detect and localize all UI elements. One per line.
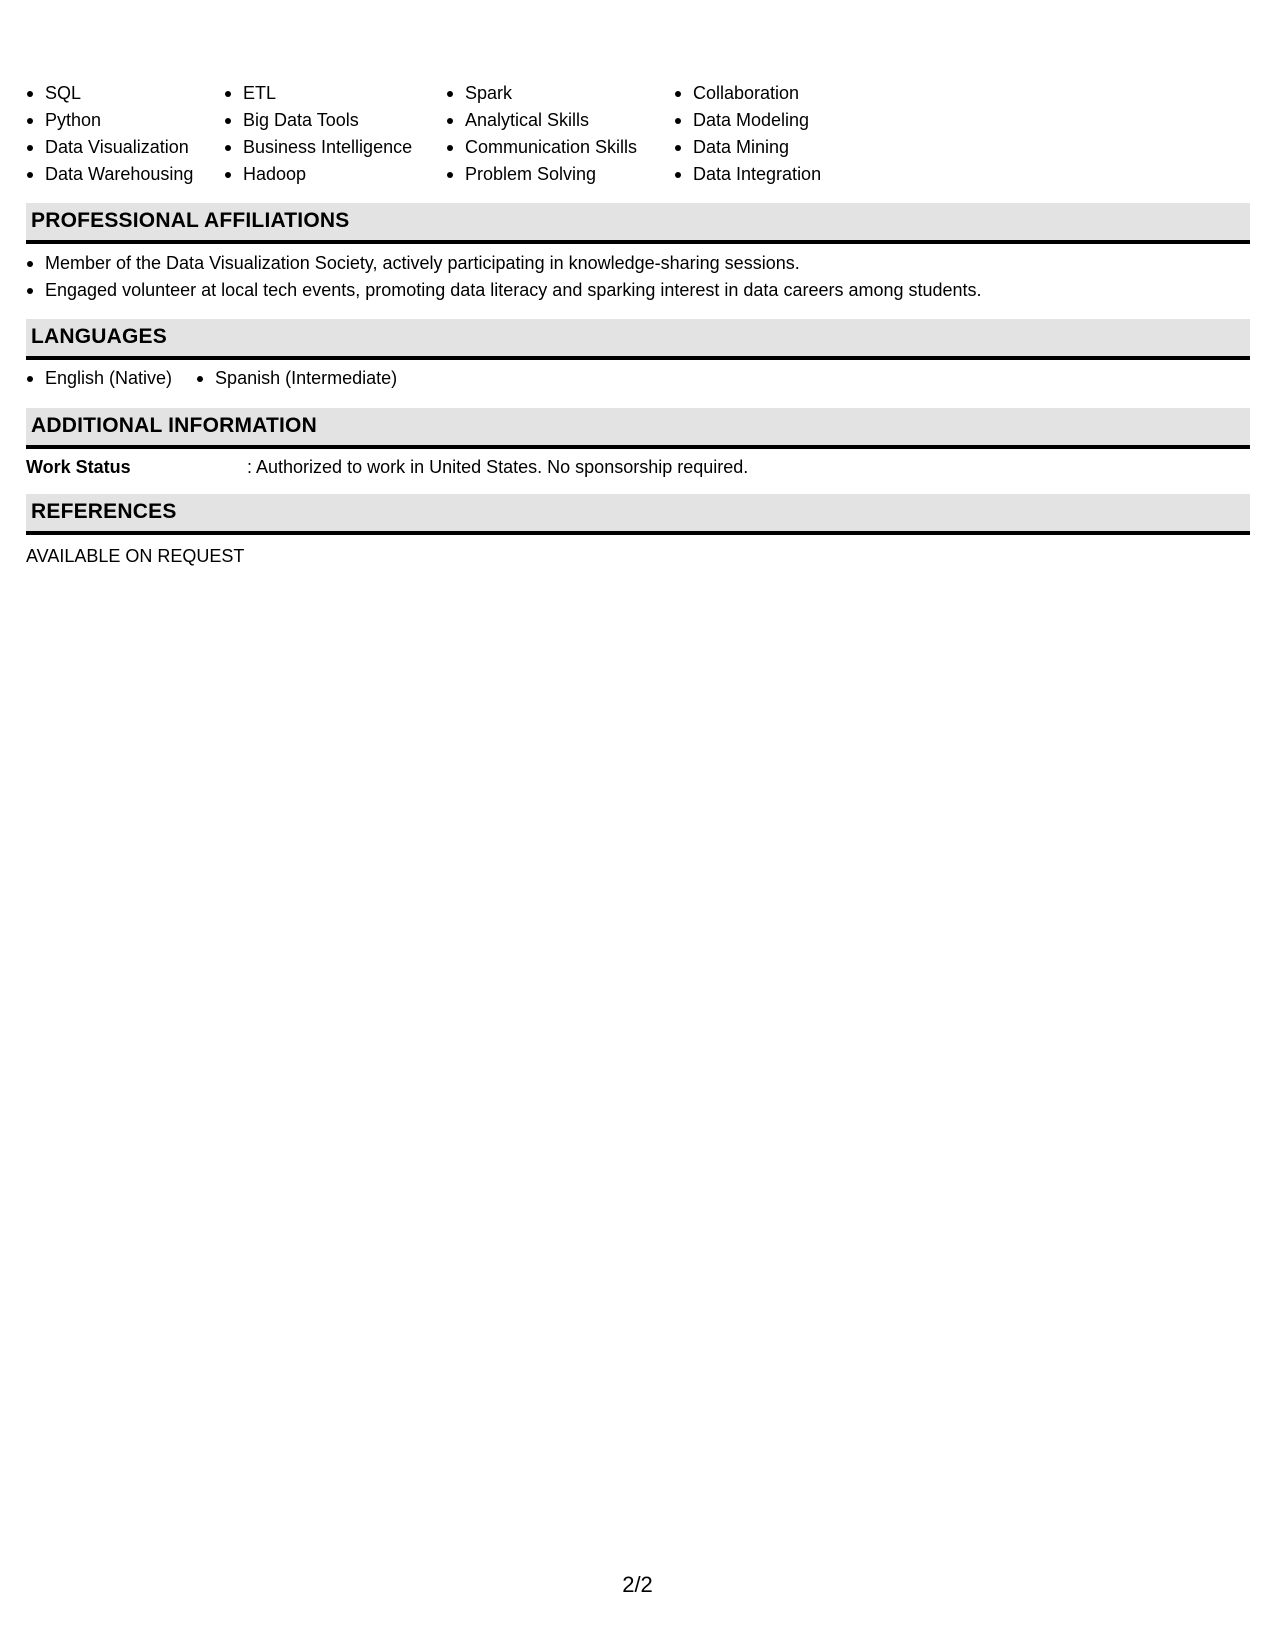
affiliation-item: Member of the Data Visualization Society, actively participating in knowledge-sharing sessions. (26, 250, 982, 277)
skill-item: Big Data Tools (224, 107, 446, 134)
skill-item: Data Modeling (674, 107, 874, 134)
additional-info-title: ADDITIONAL INFORMATION (31, 414, 317, 437)
work-status-row (26, 455, 748, 479)
skill-item: Communication Skills (446, 134, 674, 161)
skill-item: Data Integration (674, 161, 874, 188)
references-header (26, 494, 1250, 535)
skill-item: Analytical Skills (446, 107, 674, 134)
languages-header (26, 319, 1250, 360)
skills-column-1 (26, 80, 224, 188)
skill-item: Spark (446, 80, 674, 107)
skill-item: Python (26, 107, 224, 134)
affiliations-title: PROFESSIONAL AFFILIATIONS (31, 209, 350, 232)
skill-item: Data Warehousing (26, 161, 224, 188)
skill-item: Data Mining (674, 134, 874, 161)
skill-item: SQL (26, 80, 224, 107)
affiliation-item: Engaged volunteer at local tech events, promoting data literacy and sparking interest in data careers among students. (26, 277, 982, 304)
additional-info-header (26, 408, 1250, 449)
skill-item: ETL (224, 80, 446, 107)
skill-item: Problem Solving (446, 161, 674, 188)
references-title: REFERENCES (31, 500, 177, 523)
skills-list (26, 80, 874, 188)
skill-item: Hadoop (224, 161, 446, 188)
languages-title: LANGUAGES (31, 325, 167, 348)
skill-item: Business Intelligence (224, 134, 446, 161)
skills-column-2 (224, 80, 446, 188)
references-text: AVAILABLE ON REQUEST (26, 546, 245, 566)
language-item: Spanish (Intermediate) (196, 365, 397, 392)
language-item: English (Native) (26, 365, 172, 392)
affiliations-header (26, 203, 1250, 244)
languages-list (26, 365, 421, 392)
skills-column-3 (446, 80, 674, 188)
skill-item: Data Visualization (26, 134, 224, 161)
page-number: 2/2 (622, 1572, 653, 1597)
skill-item: Collaboration (674, 80, 874, 107)
work-status-label: Work Status (26, 457, 131, 477)
affiliations-list (26, 250, 982, 304)
work-status-value: : Authorized to work in United States. No sponsorship required. (247, 457, 749, 477)
skills-column-4 (674, 80, 874, 188)
